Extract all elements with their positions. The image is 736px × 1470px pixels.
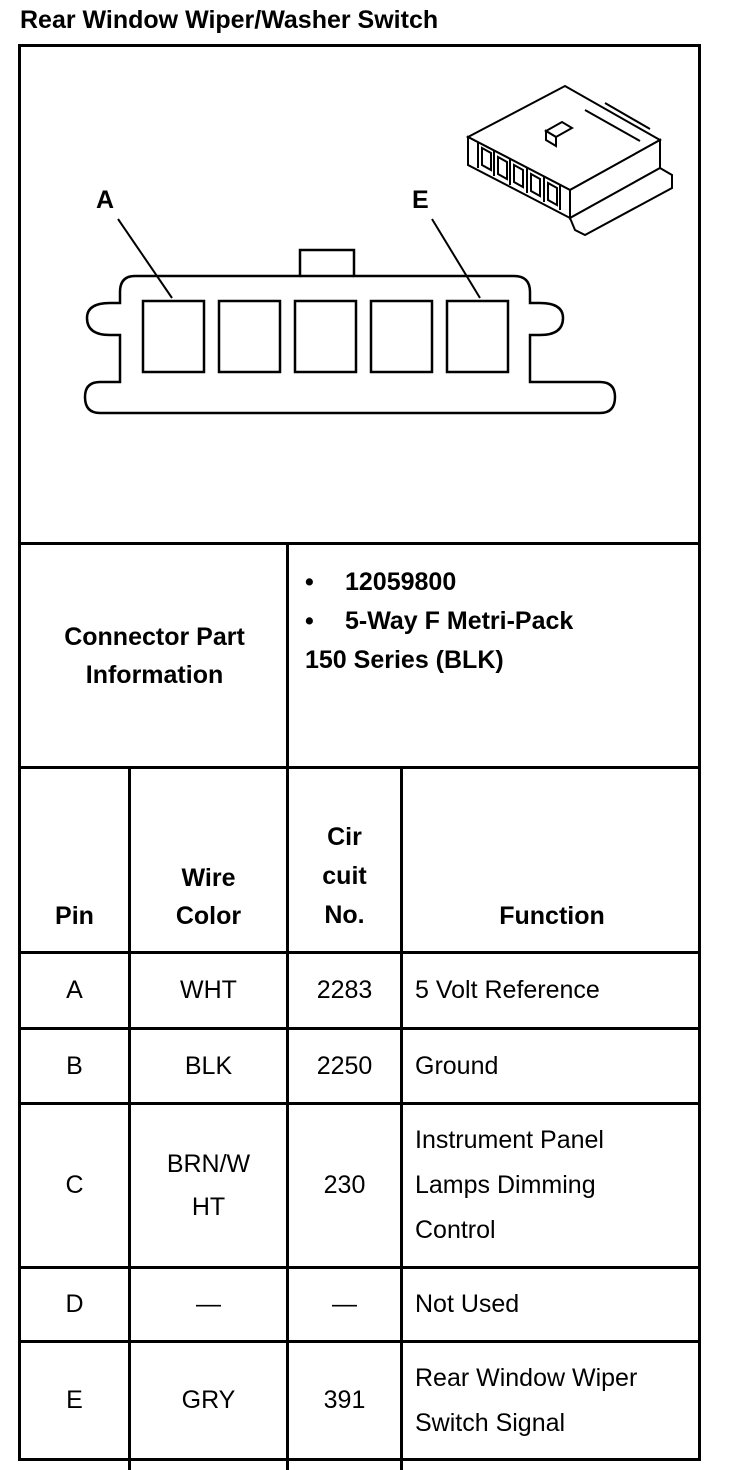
row-e-wire: GRY (181, 1386, 236, 1414)
cavity-d (371, 301, 432, 372)
row-c-circuit: 230 (323, 1171, 366, 1199)
row-d-function: Not Used (415, 1290, 520, 1318)
cavity-e (447, 301, 508, 372)
part-number: 12059800 (345, 568, 457, 596)
cavity-a (143, 301, 204, 372)
header-wire-color: Wire Color (175, 864, 242, 930)
row-b-wire: BLK (184, 1051, 233, 1080)
row-d-circuit: — (332, 1290, 357, 1318)
row-a-wire: WHT (180, 976, 237, 1004)
row-a-circuit: 2283 (316, 976, 373, 1004)
header-circuit-no: Cir cuit No. (322, 823, 367, 929)
connector-series: 150 Series (BLK) (305, 646, 504, 674)
row-d-wire: — (196, 1290, 221, 1318)
row-e-function: Rear Window Wiper Switch Signal (415, 1363, 638, 1437)
row-b-function: Ground (415, 1051, 499, 1080)
connector-info-label: Connector Part Information (64, 623, 245, 689)
row-b-circuit: 2250 (316, 1051, 373, 1080)
pin-e-label: E (412, 186, 429, 214)
pin-a-label: A (96, 186, 115, 214)
row-e-pin: E (66, 1386, 83, 1414)
row-a-function: 5 Volt Reference (415, 976, 600, 1004)
row-c-function: Instrument Panel Lamps Dimming Control (415, 1126, 604, 1244)
header-pin: Pin (55, 902, 94, 930)
row-c-pin: C (65, 1171, 84, 1199)
page-title: Rear Window Wiper/Washer Switch (20, 6, 439, 34)
row-a-pin: A (66, 976, 83, 1004)
row-e-circuit: 391 (323, 1386, 366, 1414)
row-c-wire: BRN/W HT (166, 1149, 251, 1221)
connector-diagram (0, 0, 736, 545)
connector-description: 5-Way F Metri-Pack (345, 607, 574, 635)
cavity-b (219, 301, 280, 372)
divider-row-e (18, 1458, 701, 1461)
row-b-pin: B (66, 1051, 83, 1080)
header-function: Function (499, 902, 605, 930)
cavity-c (295, 301, 356, 372)
connector-3d-icon (468, 86, 672, 235)
row-d-pin: D (65, 1290, 84, 1318)
connector-info-details: • 12059800 • 5-Way F Metri-Pack 150 Series (BLK) (305, 563, 573, 680)
